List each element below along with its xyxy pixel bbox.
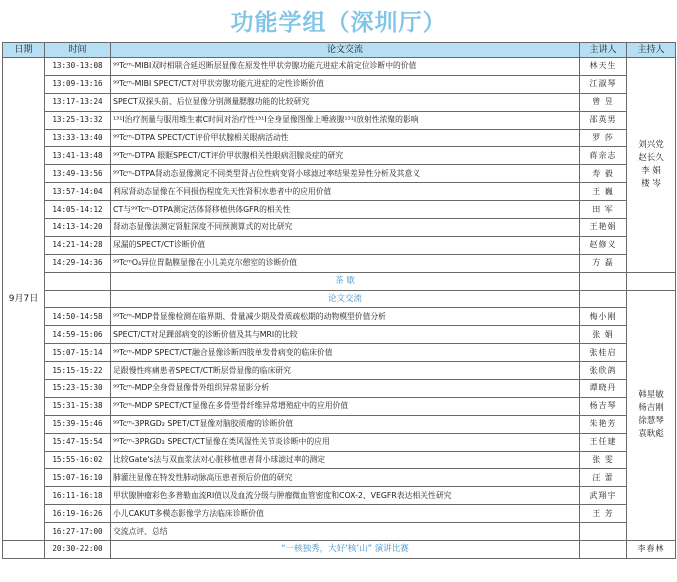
table-row	[3, 344, 676, 362]
talk-topic: SPECT双探头前、后位显像分别测量腮腺功能的比较研究	[111, 93, 580, 111]
talk-speaker: 寿 毅	[580, 165, 627, 183]
table-row	[3, 469, 676, 487]
header-topic: 论文交流	[111, 43, 580, 58]
talk-speaker: 王任建	[580, 433, 627, 451]
talk-speaker: 武翔宇	[580, 487, 627, 505]
talk-time: 15:39-15:46	[45, 415, 111, 433]
talk-time: 16:27-17:00	[45, 523, 111, 541]
talk-topic: ⁹⁹Tcᵐ-3PRGD₂ SPET/CT显像对脑胶质瘤的诊断价值	[111, 415, 580, 433]
host-name: 楼 岑	[641, 178, 661, 189]
host-name: 李 娟	[641, 165, 661, 176]
host-name: 杨吉刚	[638, 403, 664, 414]
talk-time: 13:30-13:08	[45, 58, 111, 76]
table-row	[3, 362, 676, 380]
header-host: 主持人	[627, 43, 676, 58]
talk-time: 14:29-14:36	[45, 254, 111, 272]
table-row	[3, 236, 676, 254]
header-time: 时间	[45, 43, 111, 58]
table-row	[3, 380, 676, 398]
evening-event: “一核独秀，大好‘核’山” 演讲比赛	[111, 541, 580, 559]
table-row	[3, 326, 676, 344]
talk-topic: ⁹⁹Tcᵐ-MDP SPECT/CT融合显像诊断四肢单发骨病变的临床价值	[111, 344, 580, 362]
talk-topic: ⁹⁹Tcᵐ-MDP全身骨显像骨外组织异常显影分析	[111, 380, 580, 398]
talk-time: 15:23-15:30	[45, 380, 111, 398]
break-label: 茶 歇	[111, 272, 580, 290]
talk-speaker: 赵修义	[580, 236, 627, 254]
talk-speaker: 王艳娟	[580, 219, 627, 237]
table-row	[3, 505, 676, 523]
evening-date-cell	[3, 541, 45, 559]
talk-topic: ⁹⁹Tcᵐ-MIBI SPECT/CT对甲状旁腺功能亢进症的定性诊断价值	[111, 75, 580, 93]
talk-speaker: 王 芳	[580, 505, 627, 523]
talk-topic: ⁹⁹Tcᵐ-DTPA SPECT/CT评价甲状腺相关眼病活动性	[111, 129, 580, 147]
talk-time: 13:57-14:04	[45, 183, 111, 201]
schedule-table	[2, 42, 676, 559]
talk-speaker: 罗 莎	[580, 129, 627, 147]
talk-speaker: 谭晓丹	[580, 380, 627, 398]
talk-time: 15:07-15:14	[45, 344, 111, 362]
talk-speaker: 方 磊	[580, 254, 627, 272]
talk-topic: 肺灌注显像在特发性肺动脉高压患者预后价值的研究	[111, 469, 580, 487]
table-row	[3, 75, 676, 93]
talk-topic: SPECT/CT对足踝部病变的诊断价值及其与MRI的比较	[111, 326, 580, 344]
talk-speaker: 杨吉琴	[580, 397, 627, 415]
table-row	[3, 254, 676, 272]
host-name: 徐慧琴	[638, 416, 664, 427]
section-time-cell	[45, 290, 111, 308]
break-host-cell	[627, 272, 676, 290]
section-row	[3, 290, 676, 308]
talk-time: 13:49-13:56	[45, 165, 111, 183]
talk-topic: 足跟慢性疼痛患者SPECT/CT断层骨显像的临床研究	[111, 362, 580, 380]
talk-time: 15:15-15:22	[45, 362, 111, 380]
talk-topic: 肾动态显像法测定肾脏深度不同预测算式的对比研究	[111, 219, 580, 237]
talk-speaker: 曾 昱	[580, 93, 627, 111]
header-speaker: 主讲人	[580, 43, 627, 58]
talk-time: 15:07-16:10	[45, 469, 111, 487]
table-row	[3, 451, 676, 469]
talk-topic: 交流点评、总结	[111, 523, 580, 541]
talk-time: 13:17-13:24	[45, 93, 111, 111]
header-row	[3, 43, 676, 58]
break-row	[3, 272, 676, 290]
host-name: 赵长久	[638, 152, 664, 163]
talk-topic: 尿漏的SPECT/CT诊断价值	[111, 236, 580, 254]
talk-topic: 比较Gate's法与双血浆法对心脏移植患者肾小球滤过率的测定	[111, 451, 580, 469]
table-row	[3, 219, 676, 237]
talk-time: 13:25-13:32	[45, 111, 111, 129]
talk-topic: 小儿CAKUT多模态影像学方法临床诊断价值	[111, 505, 580, 523]
talk-topic: 利尿肾动态显像在不同损伤程度先天性肾积水患者中的应用价值	[111, 183, 580, 201]
talk-time: 14:50-14:58	[45, 308, 111, 326]
talk-speaker: 田 军	[580, 201, 627, 219]
talk-speaker: 蒋亲志	[580, 147, 627, 165]
talk-speaker: 汪 蕾	[580, 469, 627, 487]
header-date: 日期	[3, 43, 45, 58]
talk-time: 14:21-14:28	[45, 236, 111, 254]
talk-topic: ⁹⁹Tcᵐ-3PRGD₂ SPECT/CT显像在类风湿性关节炎诊断中的应用	[111, 433, 580, 451]
talk-speaker: 张欣鸽	[580, 362, 627, 380]
session-hosts	[627, 58, 676, 273]
table-row	[3, 201, 676, 219]
evening-row	[3, 541, 676, 559]
talk-topic: ¹³¹I治疗剂量与服用维生素C时间对治疗性¹³¹I全身显像图像上唾液腺¹³¹I放射性浓聚的影响	[111, 111, 580, 129]
talk-time: 13:33-13:40	[45, 129, 111, 147]
talk-speaker: 张 娟	[580, 326, 627, 344]
talk-topic: ⁹⁹Tcᵐ-DTPA 眼眶SPECT/CT评价甲状腺相关性眼病泪腺炎症的研究	[111, 147, 580, 165]
table-row	[3, 147, 676, 165]
talk-time: 15:47-15:54	[45, 433, 111, 451]
section-label: 论文交流	[111, 290, 580, 308]
talk-speaker: 王 巍	[580, 183, 627, 201]
talk-speaker: 江淑琴	[580, 75, 627, 93]
talk-time: 14:59-15:06	[45, 326, 111, 344]
table-row	[3, 415, 676, 433]
talk-speaker: 邵英男	[580, 111, 627, 129]
table-row	[3, 433, 676, 451]
page-title: 功能学组（深圳厅）	[230, 10, 447, 36]
session-hosts	[627, 290, 676, 540]
talk-time: 13:41-13:48	[45, 147, 111, 165]
talk-time: 15:55-16:02	[45, 451, 111, 469]
session-date: 9月7日	[3, 58, 45, 541]
table-row	[3, 129, 676, 147]
break-time-cell	[45, 272, 111, 290]
evening-host: 李春林	[627, 541, 676, 559]
evening-time: 20:30-22:00	[45, 541, 111, 559]
table-row	[3, 487, 676, 505]
talk-speaker	[580, 523, 627, 541]
talk-time: 14:05-14:12	[45, 201, 111, 219]
talk-speaker: 朱艳芳	[580, 415, 627, 433]
section-speaker-cell	[580, 290, 627, 308]
table-row	[3, 183, 676, 201]
talk-topic: CT与⁹⁹Tcᵐ-DTPA测定活体肾移植供体GFR的相关性	[111, 201, 580, 219]
talk-time: 16:19-16:26	[45, 505, 111, 523]
talk-topic: ⁹⁹Tcᵐ-MIBI双时相联合延迟断层显像在原发性甲状旁腺功能亢进症术前定位诊断中的价值	[111, 58, 580, 76]
talk-speaker: 张 雯	[580, 451, 627, 469]
host-name: 刘兴党	[638, 139, 664, 150]
talk-time: 14:13-14:20	[45, 219, 111, 237]
evening-speaker-cell	[580, 541, 627, 559]
table-row	[3, 93, 676, 111]
table-row	[3, 58, 676, 76]
talk-time: 16:11-16:18	[45, 487, 111, 505]
table-row	[3, 397, 676, 415]
table-row	[3, 111, 676, 129]
talk-topic: 甲状腺肿瘤彩色多普勒血流RI值以及血流分级与肿瘤微血管密度和COX-2、VEGFR表达相关性研究	[111, 487, 580, 505]
talk-speaker: 梅小刚	[580, 308, 627, 326]
host-name: 袁耿彪	[638, 429, 664, 440]
talk-time: 13:09-13:16	[45, 75, 111, 93]
talk-topic: ⁹⁹Tcᵐ-DTPA肾动态显像测定不同类型肾占位性病变肾小球滤过率结果差异性分析及其意义	[111, 165, 580, 183]
talk-speaker: 张桂启	[580, 344, 627, 362]
break-speaker-cell	[580, 272, 627, 290]
table-row	[3, 308, 676, 326]
table-row	[3, 523, 676, 541]
talk-topic: ⁹⁹Tcᵐ-MDP骨显像检测在临界期、骨量减少期及骨质疏松期的动物模型价值分析	[111, 308, 580, 326]
talk-speaker: 林天生	[580, 58, 627, 76]
host-name: 韩星敏	[638, 390, 664, 401]
talk-time: 15:31-15:38	[45, 397, 111, 415]
talk-topic: ⁹⁹TcᵐO₄异位胃黏膜显像在小儿美克尔憩室的诊断价值	[111, 254, 580, 272]
table-row	[3, 165, 676, 183]
talk-topic: ⁹⁹Tcᵐ-MDP SPECT/CT显像在多骨型骨纤维异常增殖症中的应用价值	[111, 397, 580, 415]
